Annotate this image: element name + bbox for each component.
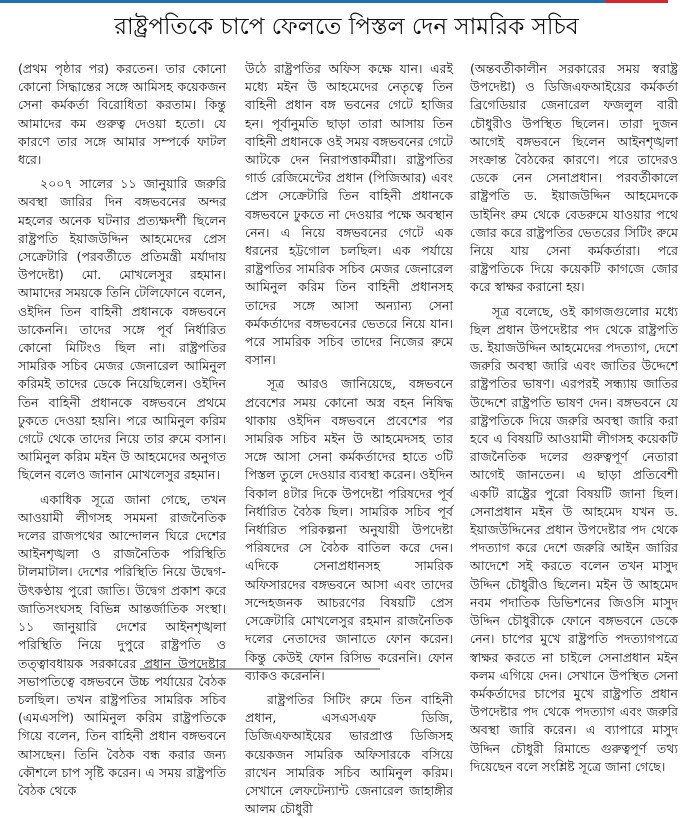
paragraph: একাধিক সূত্রে জানা গেছে, তখন আওয়ামী লীগসহ সমমনা রাজনৈতিক দলের রাজপথের আন্দোলন ঘিরে দেশের আইনশৃঙ্খলা ও রাজনৈতিক পরিস্থিতি টালমাটাল। দেশের পরিস্থিতি নিয়ে উদ্বেগ-উৎকণ্ঠায় পুরো জাতি। উদ্বেগ প্রকাশ করে জাতিসংঘসহ বিভিন্ন আন্তর্জাতিক সংস্থা। ১১ জানুয়ারি দেশের আইনশৃঙ্খলা পরিস্থিতি নিয়ে দুপুরে রাষ্ট্রপতি ও তত্ত্বাবধায়ক সরকারের প্রধান উপদেষ্টার সভাপতিত্বে বঙ্গভবনে উচ্চ পর্যায়ের বৈঠক চলছিল। তখন রাষ্ট্রপতির সামরিক সচিব (এমএসপি) আমিনুল করিম রাষ্ট্রপতিকে গিয়ে বলেন, তিন বাহিনী প্রধান বঙ্গভবনে আসছেন। তিনি বৈঠক বন্ধ করার জন্য কৌশলে চাপ সৃষ্টি করেন। এ সময় রাষ্ট্রপতি বৈঠক থেকে — [18, 491, 226, 798]
paragraph: উঠে রাষ্ট্রপতির অফিস কক্ষে যান। এরই মধ্যে মইন উ আহমেদের নেতৃত্বে তিন বাহিনী প্রধান বঙ্গ ভবনের গেটে হাজির হন। পূর্বানুমতি ছাড়া তারা আসায় তিন বাহিনী প্রধানকে ওই সময় বঙ্গভবনের গেটে আটকে দেন নিরাপত্তাকর্মীরা। রাষ্ট্রপতির গার্ড রেজিমেন্টের প্রধান (পিজিআর) এবং প্রেস সেক্রেটারি তিন বাহিনী প্রধানকে বঙ্গভবনে ঢুকতে না দেওয়ার পক্ষে অবস্থান নেন। এ নিয়ে বঙ্গভবনের গেটে এক ধরনের হট্টগোল চলছিল। এক পর্যায়ে রাষ্ট্রপতির সামরিক সচিব মেজর জেনারেল আমিনুল করিম তিন বাহিনী প্রধানসহ তাদের সঙ্গে আসা অন্যান্য সেনা কর্মকর্তাদের বঙ্গভবনের ভেতরে নিয়ে যান। পরে সামরিক সচিব তাদের নিজের রুমে বসান। — [245, 61, 453, 368]
header-rule-red — [605, 0, 668, 3]
article-column-2 — [245, 60, 453, 818]
paragraph: (প্রথম পৃষ্ঠার পর) করতেন। তার কোনো কোনো সিদ্ধান্তের সঙ্গে আমিসহ কয়েকজন সেনা কর্মকর্তা বিরোধিতা করতাম। কিন্তু আমাদের কম গুরুত্ব দেওয়া হতো। যে কারণে তার সঙ্গে আমার সম্পর্কে ফাটল ধরে। — [18, 61, 226, 168]
paragraph: রাষ্ট্রপতির সিটিং রুমে তিন বাহিনী প্রধান, এসএসএফ ডিজি, ডিজিএফআইয়ের ভারপ্রাপ্ত ডিজিসহ কয়েকজন সামরিক অফিসারকে বসিয়ে রাখেন সামরিক সচিব আমিনুল করিম। সেখানে লেফটেন্যান্ট জেনারেল জাহাঙ্গীর আলম চৌধুরী — [245, 691, 453, 817]
paragraph: ২০০৭ সালের ১১ জানুয়ারি জরুরি অবস্থা জারির দিন বঙ্গভবনের অন্দর মহলের অনেক ঘটনার প্রত্যক্ষদর্শী ছিলেন রাষ্ট্রপতি ইয়াজউদ্দিন আহমেদের প্রেস সেক্রেটারি (পরবর্তীতে প্রতিমন্ত্রী মর্যাদায় উপদেষ্টা) মো. মোখলেসুর রহমান। আমাদের সময়কে তিনি টেলিফোনে বলেন, ওইদিন তিন বাহিনী প্রধানকে বঙ্গভবনে ডাকেননি। তাদের সঙ্গে পূর্ব নির্ধারিত কোনো মিটিংও ছিল না। রাষ্ট্রপতির সামরিক সচিব মেজর জেনারেল আমিনুল করিমই তাদের ডেকে নিয়েছিলেন। ওইদিন তিন বাহিনী প্রধানকে বঙ্গভবনে প্রথমে ঢুকতে দেওয়া হয়নি। পরে আমিনুল করিম গেটে থেকে তাদের নিয়ে তার রুমে বসান। আমিনুল করিম মইন উ আহমেদের অনুগত ছিলেন বলেও জানান মোখলেসুর রহমান। — [18, 176, 226, 483]
paragraph: সূত্র আরও জানিয়েছে, বঙ্গভবনে প্রবেশের সময় কোনো অস্ত্র বহন নিষিদ্ধ থাকায় ওইদিন বঙ্গভবনে প্রবেশের পর সামরিক সচিব মইন উ আহমেদসহ তার সঙ্গে আসা সেনা কর্মকর্তাদের হাতে ৩টি পিস্তল তুলে দেওয়ার ব্যবস্থা করেন। ওইদিন বিকাল ৪টার দিকে উপদেষ্টা পরিষদের পূর্ব নির্ধারিত বৈঠক ছিল। সামরিক সচিব পূর্ব নির্ধারিত পরিকল্পনা অনুযায়ী উপদেষ্টা পরিষদের সে বৈঠক বাতিল করে দেন। এদিকে সেনাপ্রধানসহ সামরিক অফিসারদের বঙ্গভবনে আসা এবং তাদের সন্দেহজনক আচরণের বিষয়টি প্রেস সেক্রেটারি মোখলেসুর রহমান রাজনৈতিক দলের নেতাদের জানাতে ফোন করেন। কিন্তু কেউই ফোন রিসিভ করেননি। ফোন ব্যাকও করেননি। — [245, 376, 453, 683]
article-column-1 — [18, 60, 226, 800]
paragraph: (অন্তবর্তীকালীন সরকারের সময় স্বরাষ্ট্র উপদেষ্টা) ও ডিজিএফআইয়ের কর্মকর্তা ব্রিগেডিয়ার জেনারেল ফজলুল বারী চৌধুরীও উপস্থিত ছিলেন। তারা দুজন আগেই বঙ্গভবনে ছিলেন আইনশৃঙ্খলা সংক্রান্ত বৈঠকের কারণে। পরে তাদেরও ডেকে নেন সেনাপ্রধান। পরবর্তীকালে রাষ্ট্রপতি ড. ইয়াজউদ্দিন আহমেদকে ডাইনিং রুম থেকে বেডরুমে যাওয়ার পথে জোর করে রাষ্ট্রপতির ভেতরের সিটিং রুমে নিয়ে যায় সেনা কর্মকর্তারা। পরে রাষ্ট্রপতিকে দিয়ে কয়েকটি কাগজে জোর করে স্বাক্ষর করানো হয়। — [470, 61, 678, 295]
paragraph: সূত্র বলেছে, ওই কাগজগুলোর মধ্যে ছিল প্রধান উপদেষ্টার পদ থেকে রাষ্ট্রপতি ড. ইয়াজউদ্দিন আহমেদের পদত্যাগ, দেশে জরুরি অবস্থা জারি এবং জাতির উদ্দেশে রাষ্ট্রপতির ভাষণ। এরপরই সন্ধ্যায় জাতির উদ্দেশে রাষ্ট্রপতি ভাষণ দেন। বঙ্গভবনে যে রাষ্ট্রপতিকে দিয়ে জরুরি অবস্থা জারি করা হবে এ বিষয়টি আওয়ামী লীগসহ কয়েকটি রাজনৈতিক দলের গুরুত্বপূর্ণ নেতারা আগেই জানতেন। এ ছাড়া প্রতিবেশী একটি রাষ্ট্রের পুরো বিষয়টি জানা ছিল। সেনাপ্রধান মইন উ আহমেদ যখন ড. ইয়াজউদ্দিনের প্রধান উপদেষ্টার পদ থেকে পদত্যাগ করে দেশে জরুরি আইন জারির আদেশে সই করতে বলেন তখন মাসুদ উদ্দিন চৌধুরীও ছিলেন। মইন উ আহমেদ নবম পদাতিক ডিভিশনের জিওসি মাসুদ উদ্দিন চৌধুরীকে ফোনে বঙ্গভবনে ডেকে নেন। চাপের মুখে রাষ্ট্রপতি পদত্যাগপত্রে স্বাক্ষর করতে না চাইলে সেনাপ্রধান মইন কলম এগিয়ে দেন। সেখানে উপস্থিত সেনা কর্মকর্তাদের চাপের মুখে রাষ্ট্রপতি প্রধান উপদেষ্টার পদ থেকে পদত্যাগ এবং জরুরি অবস্থা জারি করেন। এ ব্যাপারে মাসুদ উদ্দিন চৌধুরী রিমান্ডে গুরুত্বপূর্ণ তথ্য দিয়েছেন বলে সংশ্লিষ্ট সূত্রে জানা গেছে। — [470, 303, 678, 774]
article-headline: রাষ্ট্রপতিকে চাপে ফেলতে পিস্তল দেন সামরিক সচিব — [114, 14, 579, 40]
article-column-3 — [470, 60, 678, 776]
header-rule-blue — [0, 0, 605, 3]
